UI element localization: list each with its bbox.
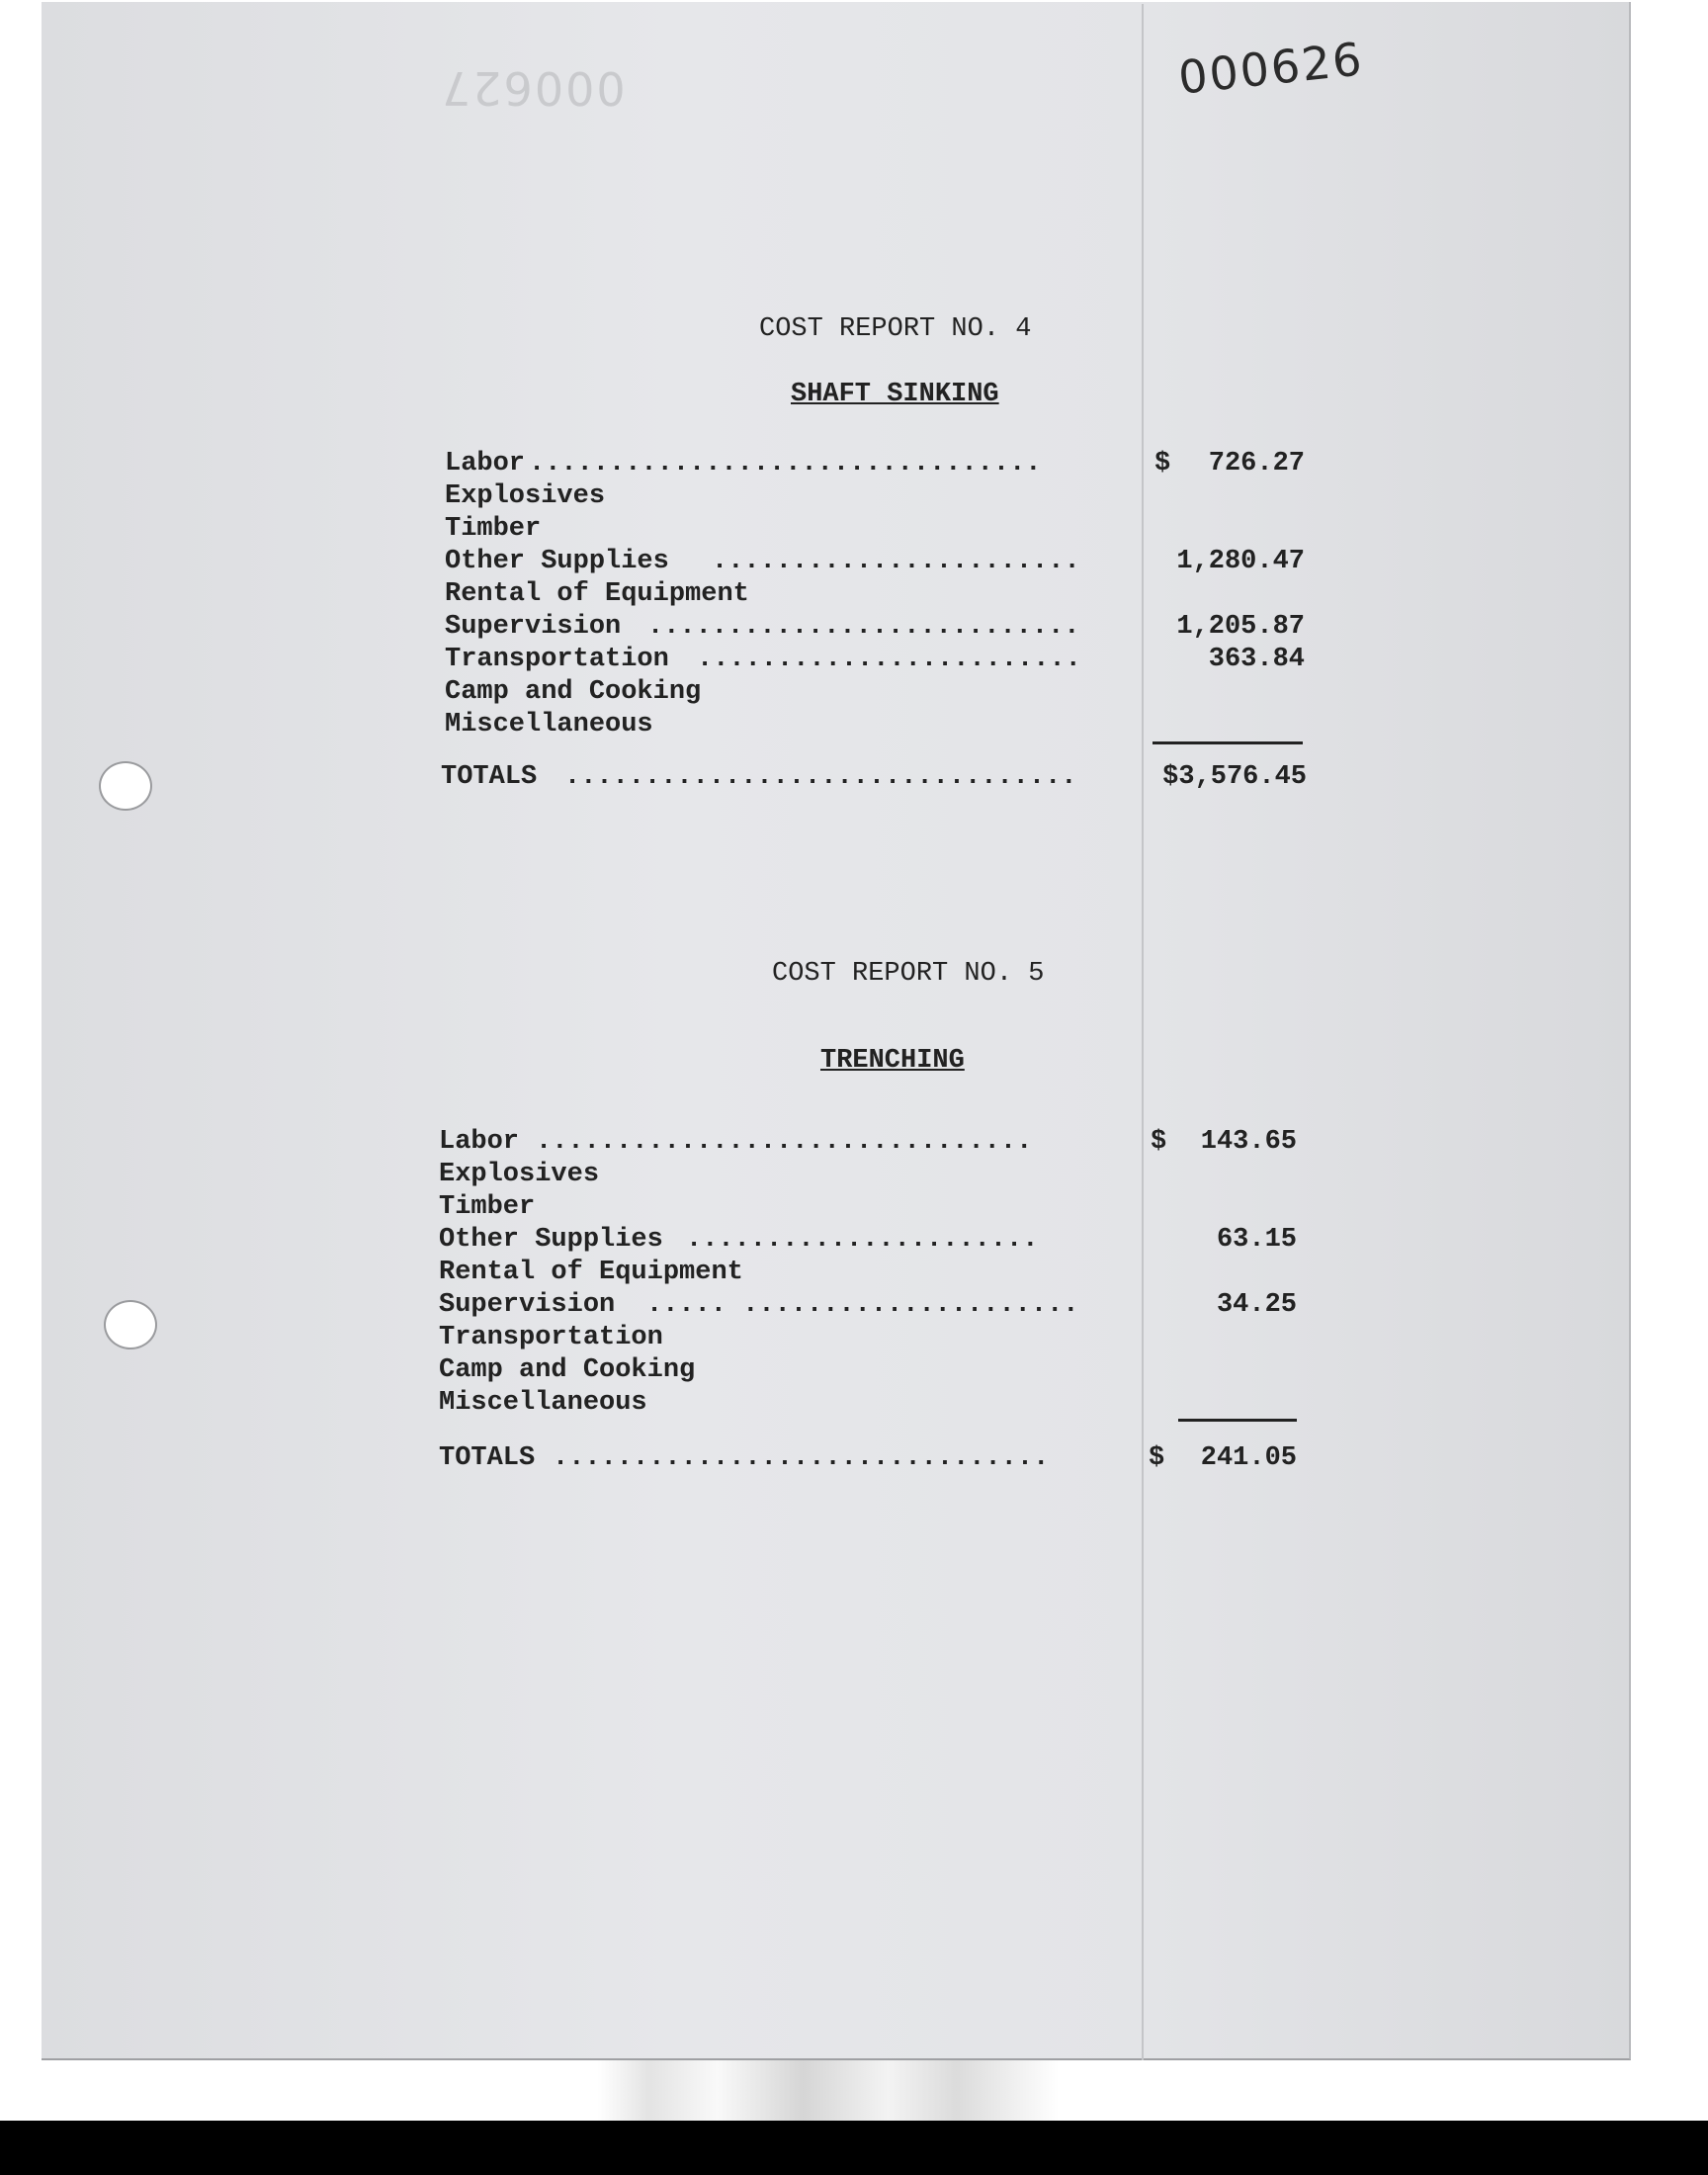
cost-row-rental-of-equipment [445, 579, 1334, 612]
cost-row-labor [445, 449, 1334, 481]
cost-label: Rental of Equipment [445, 579, 749, 609]
cost-row-labor [439, 1127, 1328, 1160]
dot-leader: ...................... [686, 1225, 1039, 1255]
cost-row-explosives [439, 1160, 1328, 1192]
cost-label: Explosives [439, 1160, 600, 1189]
dot-leader: ................................ [564, 762, 1077, 792]
cost-row-miscellaneous [439, 1388, 1328, 1421]
cost-row-transportation [439, 1323, 1328, 1355]
cost-label: Explosives [445, 481, 606, 511]
page-fold-line [1142, 4, 1144, 2060]
report-title: COST REPORT NO. 4 [759, 314, 1032, 344]
total-rule [1178, 1419, 1297, 1422]
dot-leader: ............................... [536, 1127, 1033, 1157]
cost-row-camp-and-cooking [439, 1355, 1328, 1388]
cost-label: Transportation [445, 645, 669, 674]
cost-row-camp-and-cooking [445, 677, 1334, 710]
cost-label: Transportation [439, 1323, 663, 1352]
cost-label: Camp and Cooking [439, 1355, 696, 1385]
cost-row-miscellaneous [445, 710, 1334, 742]
page-number-stamp: 000626 [1175, 32, 1366, 105]
scan-border [0, 2121, 1708, 2175]
cost-row-supervision [445, 612, 1334, 645]
dot-leader: ....................... [712, 547, 1080, 576]
total-label: TOTALS [441, 762, 538, 792]
cost-amount: 34.25 [1216, 1290, 1297, 1320]
report-subtitle: SHAFT SINKING [791, 380, 999, 409]
report-subtitle: TRENCHING [820, 1046, 965, 1076]
cost-label: Rental of Equipment [439, 1258, 743, 1287]
cost-amount: 63.15 [1216, 1225, 1297, 1255]
cost-label: Miscellaneous [445, 710, 653, 740]
cost-label: Supervision [439, 1290, 616, 1320]
cost-label: Other Supplies [439, 1225, 663, 1255]
cost-row-supervision [439, 1290, 1328, 1323]
cost-row-rental-of-equipment [439, 1258, 1328, 1290]
document-page [42, 2, 1631, 2060]
cost-label: Timber [445, 514, 542, 544]
cost-label: Timber [439, 1192, 536, 1222]
punch-hole-bottom [104, 1300, 157, 1349]
punch-hole-top [99, 761, 152, 811]
cost-row-timber [439, 1192, 1328, 1225]
cost-label: Other Supplies [445, 547, 669, 576]
total-row [441, 762, 1330, 795]
currency-symbol: $ [1149, 1443, 1165, 1473]
dot-leader: ..... ..................... [646, 1290, 1079, 1320]
total-label: TOTALS [439, 1443, 536, 1473]
dot-leader: ........................ [697, 645, 1081, 674]
cost-label: Labor [445, 449, 526, 478]
cost-row-transportation [445, 645, 1334, 677]
dot-leader: ........................... [647, 612, 1080, 642]
dot-leader: ................................ [529, 449, 1042, 478]
scan-artifact [0, 2060, 1708, 2121]
cost-label: Supervision [445, 612, 622, 642]
cost-label: Camp and Cooking [445, 677, 702, 707]
cost-amount: 1,205.87 [1176, 612, 1305, 642]
total-amount: $3,576.45 [1162, 762, 1307, 792]
total-amount: 241.05 [1200, 1443, 1297, 1473]
cost-amount: 363.84 [1208, 645, 1305, 674]
total-row [439, 1443, 1328, 1476]
total-rule [1153, 741, 1303, 744]
report-title: COST REPORT NO. 5 [772, 959, 1045, 989]
cost-label: Miscellaneous [439, 1388, 647, 1418]
cost-amount: 1,280.47 [1176, 547, 1305, 576]
cost-row-timber [445, 514, 1334, 547]
cost-row-other-supplies [439, 1225, 1328, 1258]
cost-row-other-supplies [445, 547, 1334, 579]
currency-symbol: $ [1151, 1127, 1167, 1157]
cost-amount: 143.65 [1200, 1127, 1297, 1157]
currency-symbol: $ [1154, 449, 1171, 478]
page-number-show-through: 000627 [440, 61, 626, 115]
dot-leader: ............................... [553, 1443, 1050, 1473]
cost-row-explosives [445, 481, 1334, 514]
cost-amount: 726.27 [1208, 449, 1305, 478]
cost-label: Labor [439, 1127, 520, 1157]
